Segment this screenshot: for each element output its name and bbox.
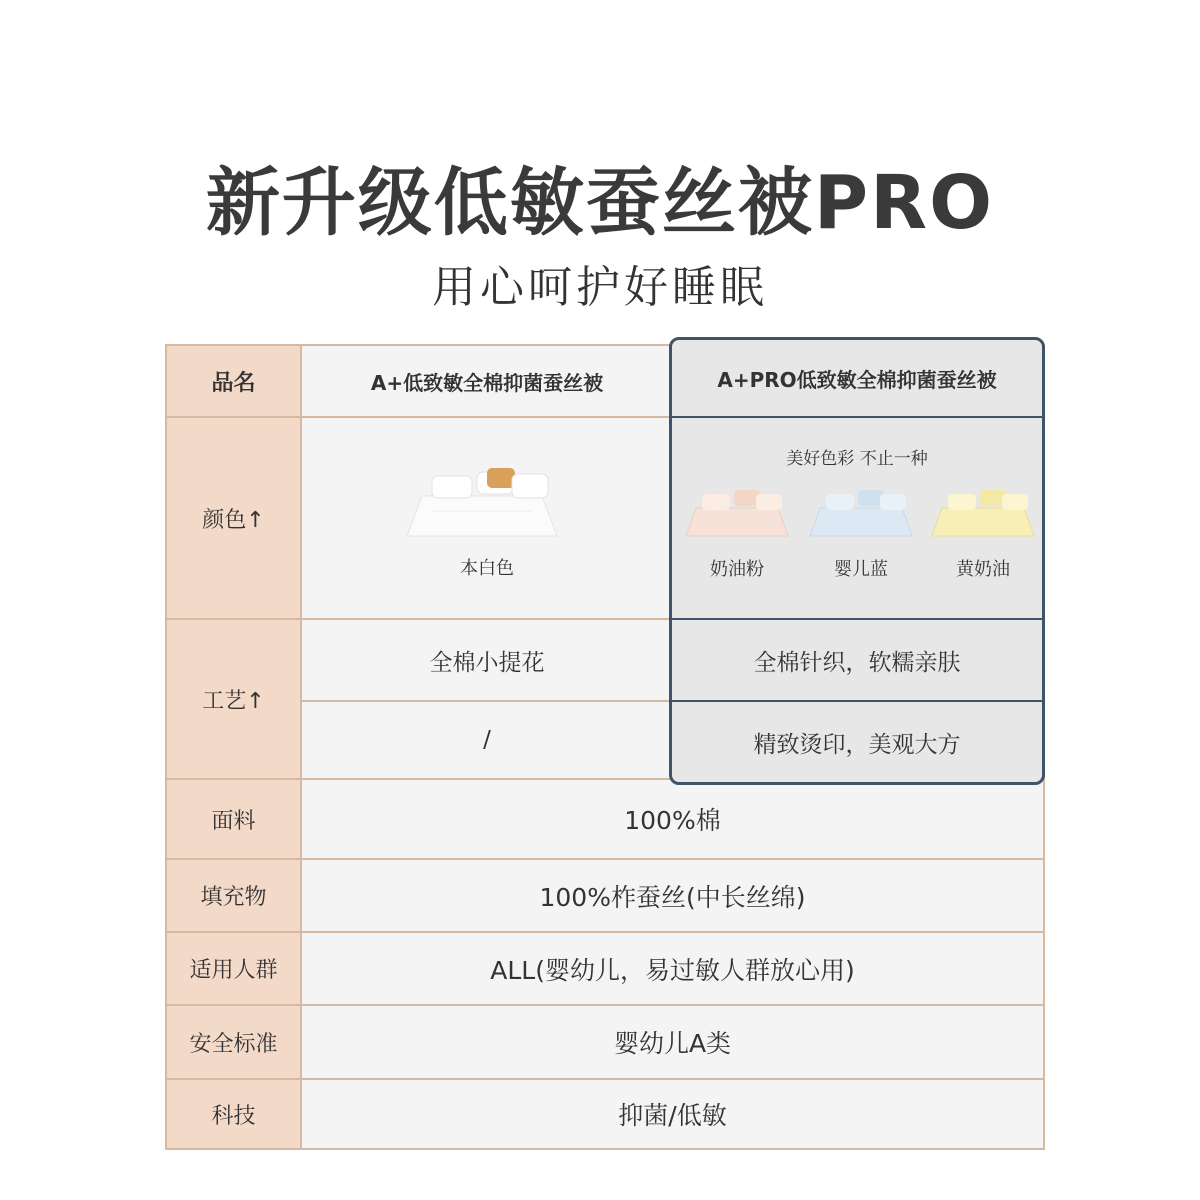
craft-standard-1: 全棉小提花 <box>429 649 545 676</box>
row-header-product-name: 品名 <box>167 346 300 416</box>
row-header-color: 颜色↑ <box>167 418 300 618</box>
tech-value: 抑菌/低敏 <box>618 1101 727 1130</box>
page-subtitle: 用心呵护好睡眠 <box>432 262 768 313</box>
yellow-bedding-image <box>928 480 1038 540</box>
fabric-value: 100%棉 <box>624 806 721 835</box>
safety-value: 婴幼儿A类 <box>613 1029 732 1058</box>
row-header-fabric: 面料 <box>167 780 300 858</box>
pro-highlight-column <box>669 337 1045 785</box>
color-name-yellow: 黄奶油 <box>956 559 1010 580</box>
white-bedding-image <box>402 456 562 541</box>
product-name-pro: A+PRO低致敏全棉抑菌蚕丝被 <box>717 367 997 392</box>
color-cell-standard <box>302 418 672 618</box>
craft-standard-2: / <box>483 727 491 753</box>
row-header-filling: 填充物 <box>167 860 300 931</box>
page-title: 新升级低敏蚕丝被PRO <box>205 160 995 246</box>
product-name-standard: A+低致敏全棉抑菌蚕丝被 <box>370 370 604 395</box>
filling-value: 100%柞蚕丝(中长丝绵) <box>539 882 806 912</box>
row-header-safety: 安全标准 <box>167 1006 300 1078</box>
craft-pro-1: 全棉针织，软糯亲肤 <box>753 649 961 676</box>
color-caption: 美好色彩 不止一种 <box>786 449 928 469</box>
row-header-craft: 工艺↑ <box>167 620 300 778</box>
craft-pro-2: 精致烫印，美观大方 <box>753 731 961 758</box>
pink-bedding-image <box>682 480 792 540</box>
color-cell-pro <box>672 418 1042 618</box>
color-name-pink: 奶油粉 <box>710 559 764 580</box>
audience-value: ALL(婴幼儿，易过敏人群放心用) <box>490 955 855 985</box>
color-name-blue: 婴儿蓝 <box>834 559 888 580</box>
row-header-audience: 适用人群 <box>167 933 300 1004</box>
blue-bedding-image <box>806 480 916 540</box>
row-header-tech: 科技 <box>167 1080 300 1148</box>
color-name-white: 本白色 <box>460 558 514 579</box>
